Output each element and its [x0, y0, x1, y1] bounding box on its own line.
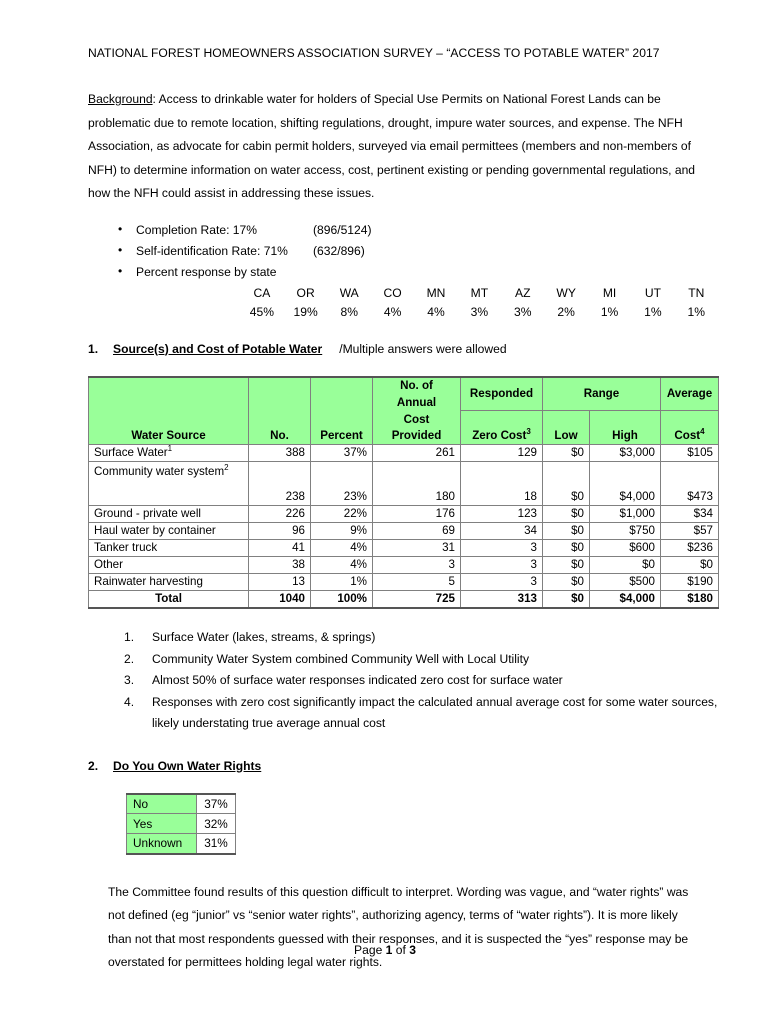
- table-row: [89, 445, 719, 462]
- document-title: NATIONAL FOREST HOMEOWNERS ASSOCIATION SURVEY – “ACCESS TO POTABLE WATER” 2017: [88, 46, 660, 60]
- section-1-footnotes: [88, 627, 718, 735]
- state-abbrev: CO: [383, 285, 402, 300]
- footer-current-page: 1: [385, 943, 393, 957]
- survey-stats-bullets: [88, 220, 718, 283]
- state-percent-row: [240, 303, 718, 322]
- header-percent: Percent: [311, 377, 373, 445]
- footnote-text: Surface Water (lakes, streams, & springs): [152, 630, 376, 644]
- row-high: $3,000: [590, 445, 661, 462]
- header-average: Average: [661, 377, 719, 411]
- table-row: [127, 794, 236, 814]
- state-percent: 45%: [249, 304, 274, 319]
- row-average: $236: [661, 540, 719, 557]
- background-body: Access to drinkable water for holders of Special Use Permits on National Forest Lands can be problematic due to remote location, shifting regulations, drought, impure water sources, and expense. The NFH Association, as advocate for cabin permit holders, surveyed via email permittees (members and non-members of NFH) to determine information on water access, cost, pertinent existing or pending governmental regulations, and how the NFH could assist in addressing these issues.: [88, 92, 696, 200]
- table-row: [89, 523, 719, 540]
- header-annual-line1: No. of: [373, 377, 461, 394]
- total-high: $4,000: [590, 591, 661, 609]
- total-no: 1040: [249, 591, 311, 609]
- header-annual-line2: Annual: [373, 394, 461, 411]
- row-average: $105: [661, 445, 719, 462]
- row-zero-cost: 3: [461, 540, 543, 557]
- row-source: Other: [89, 557, 249, 574]
- total-label: Total: [89, 591, 249, 609]
- row-high: $0: [590, 557, 661, 574]
- row-high: $750: [590, 523, 661, 540]
- row-no: 41: [249, 540, 311, 557]
- footnote-item: [88, 649, 718, 671]
- row-source-superscript: 2: [224, 463, 229, 473]
- header-high: High: [590, 411, 661, 445]
- row-source: Rainwater harvesting: [89, 574, 249, 591]
- state-abbrev: WY: [556, 285, 576, 300]
- state-percent: 1%: [687, 304, 706, 319]
- header-average-cost-superscript: 4: [700, 427, 705, 437]
- header-low: Low: [543, 411, 590, 445]
- footnote-number: 2.: [124, 651, 135, 666]
- row-cost-provided: 3: [373, 557, 461, 574]
- header-responded: Responded: [461, 377, 543, 411]
- header-zero-cost-superscript: 3: [526, 427, 531, 437]
- footer-middle: of: [392, 943, 410, 957]
- bullet-percent-response-by-state: [88, 262, 718, 283]
- state-percent: 8%: [340, 304, 358, 319]
- state-abbrev: UT: [644, 285, 661, 300]
- row-cost-provided: 180: [373, 462, 461, 506]
- section-2-commentary: The Committee found results of this question difficult to interpret. Wording was vague, and “water rights” was not defined (eg “junior” vs “senior water rights”, authorizing agency, terms of “water rights”). It is more likely than not that most respondents guessed with their responses, and it is suspected the “yes” response may be overstated for permittees holding legal water rights.: [108, 884, 689, 969]
- row-source: Tanker truck: [89, 540, 249, 557]
- header-annual-line4: Provided: [373, 428, 461, 445]
- state-abbrev: WA: [339, 285, 359, 300]
- total-average: $180: [661, 591, 719, 609]
- row-average: $34: [661, 506, 719, 523]
- bullet-completion-value: (896/5124): [313, 222, 372, 237]
- footnote-number: 3.: [124, 673, 135, 687]
- row-percent: 4%: [311, 540, 373, 557]
- row-low: $0: [543, 523, 590, 540]
- row-cost-provided: 69: [373, 523, 461, 540]
- state-response-table: [240, 284, 718, 322]
- row-average: $190: [661, 574, 719, 591]
- bullet-state-label: Percent response by state: [136, 264, 277, 279]
- row-no: 38: [249, 557, 311, 574]
- row-zero-cost: 123: [461, 506, 543, 523]
- header-zero-cost-text: Zero Cost: [472, 429, 527, 442]
- row-zero-cost: 129: [461, 445, 543, 462]
- section-2-heading: [88, 757, 718, 775]
- row-low: $0: [543, 506, 590, 523]
- water-rights-value: 37%: [197, 794, 236, 814]
- row-source: [89, 462, 249, 506]
- row-source: [89, 445, 249, 462]
- row-source-text: Community water system: [94, 465, 225, 478]
- footnote-number: 4.: [124, 694, 135, 709]
- bullet-selfid-label: Self-identification Rate: 71%: [136, 243, 288, 258]
- state-percent: 3%: [514, 304, 532, 319]
- footer-prefix: Page: [354, 943, 386, 957]
- state-percent: 1%: [644, 304, 662, 319]
- row-low: $0: [543, 574, 590, 591]
- footnote-item: [88, 627, 718, 649]
- state-abbrev: CA: [253, 285, 271, 300]
- row-percent: 1%: [311, 574, 373, 591]
- section-2-title: Do You Own Water Rights: [113, 758, 262, 773]
- water-rights-label: Yes: [127, 814, 197, 834]
- row-source: Ground - private well: [89, 506, 249, 523]
- row-cost-provided: 176: [373, 506, 461, 523]
- state-percent: 3%: [470, 304, 489, 319]
- water-source-table-header: [89, 377, 719, 445]
- background-label: Background: [88, 92, 153, 106]
- row-average: $473: [661, 462, 719, 506]
- state-abbrev: MI: [602, 285, 617, 300]
- footnote-text: Community Water System combined Community Well with Local Utility: [152, 651, 530, 666]
- bullet-completion-label: Completion Rate: 17%: [136, 222, 258, 237]
- header-average-cost: [661, 411, 719, 445]
- row-percent: 23%: [311, 462, 373, 506]
- total-low: $0: [543, 591, 590, 609]
- row-zero-cost: 18: [461, 462, 543, 506]
- row-percent: 37%: [311, 445, 373, 462]
- row-high: $600: [590, 540, 661, 557]
- total-zero-cost: 313: [461, 591, 543, 609]
- table-row: [89, 462, 719, 506]
- row-zero-cost: 34: [461, 523, 543, 540]
- state-percent: 4%: [383, 304, 402, 319]
- document-content: [88, 44, 718, 975]
- row-no: 226: [249, 506, 311, 523]
- row-high: $1,000: [590, 506, 661, 523]
- row-low: $0: [543, 557, 590, 574]
- section-1-title: Source(s) and Cost of Potable Water: [113, 341, 323, 356]
- water-source-table: [88, 376, 719, 610]
- row-cost-provided: 261: [373, 445, 461, 462]
- background-paragraph: [88, 88, 718, 206]
- section-1-number: 1.: [88, 341, 99, 356]
- state-abbrev: TN: [688, 285, 705, 300]
- header-average-cost-text: Cost: [674, 429, 701, 442]
- state-abbrev-row: [240, 284, 718, 303]
- water-rights-table: [126, 793, 236, 855]
- row-cost-provided: 5: [373, 574, 461, 591]
- header-annual-line3: Cost: [373, 411, 461, 428]
- section-2-number: 2.: [88, 758, 99, 773]
- state-abbrev: OR: [296, 285, 315, 300]
- section-1-heading: [88, 340, 718, 358]
- footnote-number: 1.: [124, 630, 135, 644]
- state-abbrev: AZ: [515, 285, 531, 300]
- footnote-item: [88, 692, 718, 735]
- bullet-completion-rate: [88, 220, 718, 241]
- row-low: $0: [543, 445, 590, 462]
- table-row: [89, 540, 719, 557]
- row-average: $0: [661, 557, 719, 574]
- bullet-selfid-value: (632/896): [313, 243, 365, 258]
- header-water-source: Water Source: [89, 377, 249, 445]
- row-average: $57: [661, 523, 719, 540]
- header-row-1: [89, 377, 719, 394]
- water-source-table-body: [89, 445, 719, 609]
- row-no: 13: [249, 574, 311, 591]
- table-row: [89, 506, 719, 523]
- header-no: No.: [249, 377, 311, 445]
- table-row: [89, 557, 719, 574]
- footnote-text: Responses with zero cost significantly impact the calculated annual average cost for some water sources, likely understating true average annual cost: [152, 694, 718, 730]
- header-zero-cost: [461, 411, 543, 445]
- table-row: [127, 834, 236, 854]
- total-cost-provided: 725: [373, 591, 461, 609]
- row-cost-provided: 31: [373, 540, 461, 557]
- row-source-superscript: 1: [167, 444, 173, 454]
- row-no: 388: [249, 445, 311, 462]
- water-rights-label: Unknown: [127, 834, 197, 854]
- table-total-row: [89, 591, 719, 609]
- row-high: $4,000: [590, 462, 661, 506]
- row-no: 96: [249, 523, 311, 540]
- water-rights-label: No: [127, 794, 197, 814]
- row-zero-cost: 3: [461, 574, 543, 591]
- footnote-text: Almost 50% of surface water responses indicated zero cost for surface water: [152, 673, 563, 687]
- state-abbrev: MT: [470, 285, 489, 300]
- row-high: $500: [590, 574, 661, 591]
- row-low: $0: [543, 540, 590, 557]
- footer-total-pages: 3: [409, 943, 416, 957]
- water-rights-value: 32%: [197, 814, 236, 834]
- row-percent: 9%: [311, 523, 373, 540]
- state-percent: 19%: [293, 304, 318, 319]
- page-footer: [0, 943, 770, 957]
- section-1-subtitle: /Multiple answers were allowed: [339, 341, 507, 356]
- row-no: 238: [249, 462, 311, 506]
- row-zero-cost: 3: [461, 557, 543, 574]
- table-row: [127, 814, 236, 834]
- state-percent: 2%: [557, 304, 575, 319]
- bullet-self-identification-rate: [88, 241, 718, 262]
- row-source-text: Surface Water: [94, 446, 168, 459]
- row-percent: 22%: [311, 506, 373, 523]
- table-row: [89, 574, 719, 591]
- background-separator: :: [152, 92, 159, 106]
- row-source: Haul water by container: [89, 523, 249, 540]
- state-abbrev: MN: [426, 285, 446, 300]
- water-rights-value: 31%: [197, 834, 236, 854]
- state-percent: 1%: [600, 304, 619, 319]
- footnote-item: [88, 670, 718, 692]
- row-low: $0: [543, 462, 590, 506]
- total-percent: 100%: [311, 591, 373, 609]
- state-percent: 4%: [427, 304, 445, 319]
- row-percent: 4%: [311, 557, 373, 574]
- header-range: Range: [543, 377, 661, 411]
